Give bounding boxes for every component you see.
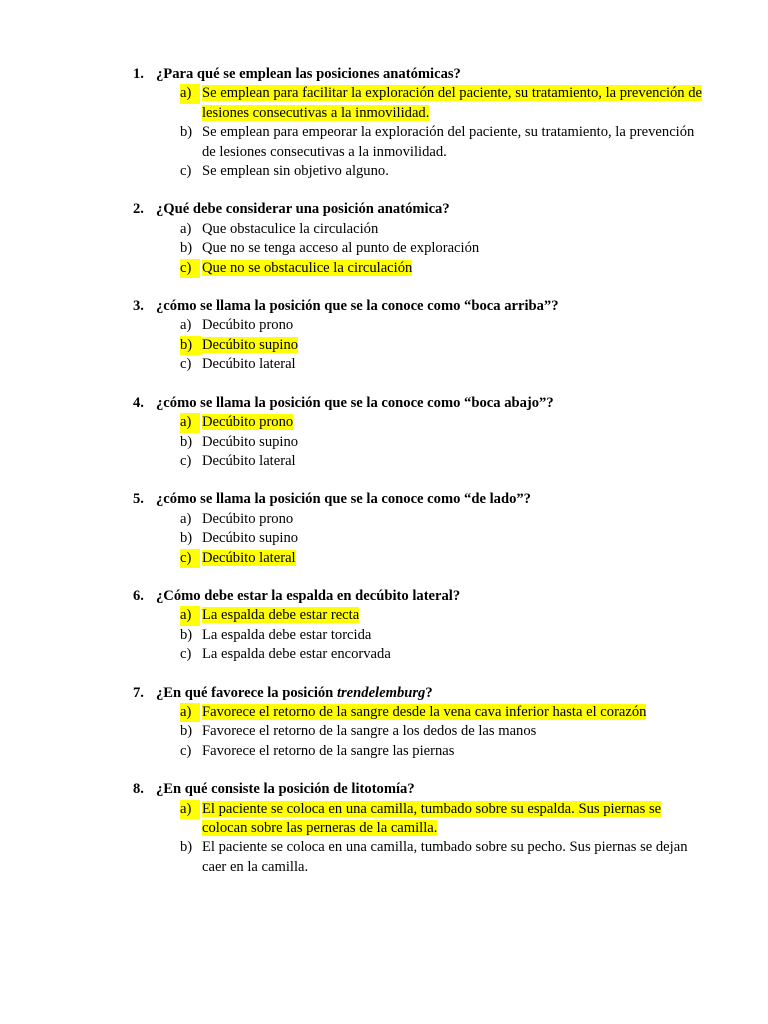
option-text: Se emplean sin objetivo alguno. xyxy=(202,163,389,180)
option-text: Que no se tenga acceso al punto de exploración xyxy=(202,240,480,257)
option-text: La espalda debe estar torcida xyxy=(202,626,372,643)
question-label-italic: trendelemburg xyxy=(336,684,426,701)
option-letter: b) xyxy=(180,240,193,257)
answer-option xyxy=(0,239,708,258)
option-letter: b) xyxy=(180,626,193,643)
option-letter: a) xyxy=(180,510,192,527)
option-letter: b) xyxy=(180,336,201,355)
question-8 xyxy=(0,780,708,877)
question-2 xyxy=(0,200,708,278)
option-text-highlighted: Decúbito supino xyxy=(202,336,299,353)
answer-option xyxy=(0,355,708,374)
option-text: Se emplean para empeorar la exploración del paciente, su tratamiento, la prevención de lesiones consecutivas a la inmovilidad. xyxy=(202,124,695,160)
question-label: ¿En qué consiste la posición de litotomía? xyxy=(156,781,415,798)
option-text: La espalda debe estar encorvada xyxy=(202,646,391,663)
question-number: 7. xyxy=(133,684,144,701)
option-text-highlighted: Decúbito prono xyxy=(202,414,294,431)
question-text xyxy=(0,200,708,219)
question-number: 5. xyxy=(133,491,144,508)
answer-option xyxy=(0,433,708,452)
question-text xyxy=(0,65,708,84)
answer-option xyxy=(0,626,708,645)
answer-option-correct xyxy=(0,84,708,123)
option-text-highlighted: Decúbito lateral xyxy=(202,549,296,566)
question-label: ¿En qué favorece la posición xyxy=(156,684,337,701)
option-text-highlighted: Favorece el retorno de la sangre desde la vena cava inferior hasta el corazón xyxy=(202,703,647,720)
option-letter: c) xyxy=(180,259,200,278)
question-number: 8. xyxy=(133,781,144,798)
question-label: ¿Para qué se emplean las posiciones anatómicas? xyxy=(156,66,461,82)
option-letter: a) xyxy=(180,317,192,334)
question-text xyxy=(0,684,708,703)
option-letter: c) xyxy=(180,549,200,568)
option-text: El paciente se coloca en una camilla, tumbado sobre su pecho. Sus piernas se dejan caer en la camilla. xyxy=(202,839,688,875)
answer-option xyxy=(0,742,708,761)
option-letter: a) xyxy=(180,800,200,819)
option-letter: a) xyxy=(180,220,192,237)
option-text: Decúbito prono xyxy=(202,510,294,527)
answer-option-correct xyxy=(0,800,708,839)
answer-option xyxy=(0,722,708,741)
question-1 xyxy=(0,65,708,181)
answer-option-correct xyxy=(0,606,708,625)
question-text xyxy=(0,394,708,413)
option-letter: b) xyxy=(180,124,193,141)
option-letter: b) xyxy=(180,530,193,547)
option-letter: c) xyxy=(180,742,192,759)
answer-option xyxy=(0,529,708,548)
answer-option xyxy=(0,510,708,529)
question-label: ¿cómo se llama la posición que se la conoce como “de lado”? xyxy=(156,491,531,508)
question-label: ¿cómo se llama la posición que se la conoce como “boca abajo”? xyxy=(156,394,554,411)
question-4 xyxy=(0,394,708,472)
answer-option-correct xyxy=(0,336,708,355)
option-letter: a) xyxy=(180,413,200,432)
question-3 xyxy=(0,297,708,375)
question-label: ¿Qué debe considerar una posición anatómica? xyxy=(156,201,450,218)
answer-option xyxy=(0,162,708,181)
question-number: 3. xyxy=(133,298,144,315)
question-text xyxy=(0,297,708,316)
answer-option xyxy=(0,838,708,877)
option-text: Que obstaculice la circulación xyxy=(202,220,379,237)
option-letter: a) xyxy=(180,703,200,722)
answer-option-correct xyxy=(0,259,708,278)
option-text-highlighted: El paciente se coloca en una camilla, tumbado sobre su espalda. Sus piernas se colocan sobre las perneras de la camilla. xyxy=(202,800,662,836)
answer-option-correct xyxy=(0,413,708,432)
option-text: Decúbito prono xyxy=(202,317,294,334)
question-text xyxy=(0,780,708,799)
answer-option-correct xyxy=(0,549,708,568)
question-number: 6. xyxy=(133,587,144,604)
answer-option xyxy=(0,220,708,239)
option-text: Favorece el retorno de la sangre las piernas xyxy=(202,742,455,759)
question-number: 2. xyxy=(133,201,144,218)
question-label-end: ? xyxy=(425,684,433,701)
question-number: 4. xyxy=(133,394,144,411)
option-letter: a) xyxy=(180,84,200,103)
option-letter: c) xyxy=(180,163,192,180)
option-text: Decúbito supino xyxy=(202,530,299,547)
question-5 xyxy=(0,490,708,568)
option-letter: b) xyxy=(180,723,193,740)
question-text xyxy=(0,587,708,606)
option-letter: c) xyxy=(180,646,192,663)
answer-option xyxy=(0,123,708,162)
answer-option xyxy=(0,452,708,471)
answer-option xyxy=(0,645,708,664)
question-number: 1. xyxy=(133,66,144,82)
question-6 xyxy=(0,587,708,665)
question-label: ¿Cómo debe estar la espalda en decúbito lateral? xyxy=(156,587,461,604)
option-text: Decúbito lateral xyxy=(202,356,296,373)
option-text: Decúbito lateral xyxy=(202,452,296,469)
option-letter: c) xyxy=(180,356,192,373)
option-text: Favorece el retorno de la sangre a los dedos de las manos xyxy=(202,723,537,740)
option-text-highlighted: Se emplean para facilitar la exploración del paciente, su tratamiento, la prevención de lesiones consecutivas a la inmovilidad. xyxy=(202,85,703,121)
answer-option xyxy=(0,316,708,335)
option-letter: b) xyxy=(180,433,193,450)
option-text-highlighted: La espalda debe estar recta xyxy=(202,607,360,624)
option-letter: c) xyxy=(180,452,192,469)
question-7 xyxy=(0,684,708,762)
option-letter: a) xyxy=(180,606,200,625)
option-text: Decúbito supino xyxy=(202,433,299,450)
option-text-highlighted: Que no se obstaculice la circulación xyxy=(202,259,413,276)
option-letter: b) xyxy=(180,839,193,856)
question-text xyxy=(0,490,708,509)
answer-option-correct xyxy=(0,703,708,722)
question-label: ¿cómo se llama la posición que se la conoce como “boca arriba”? xyxy=(156,298,559,315)
